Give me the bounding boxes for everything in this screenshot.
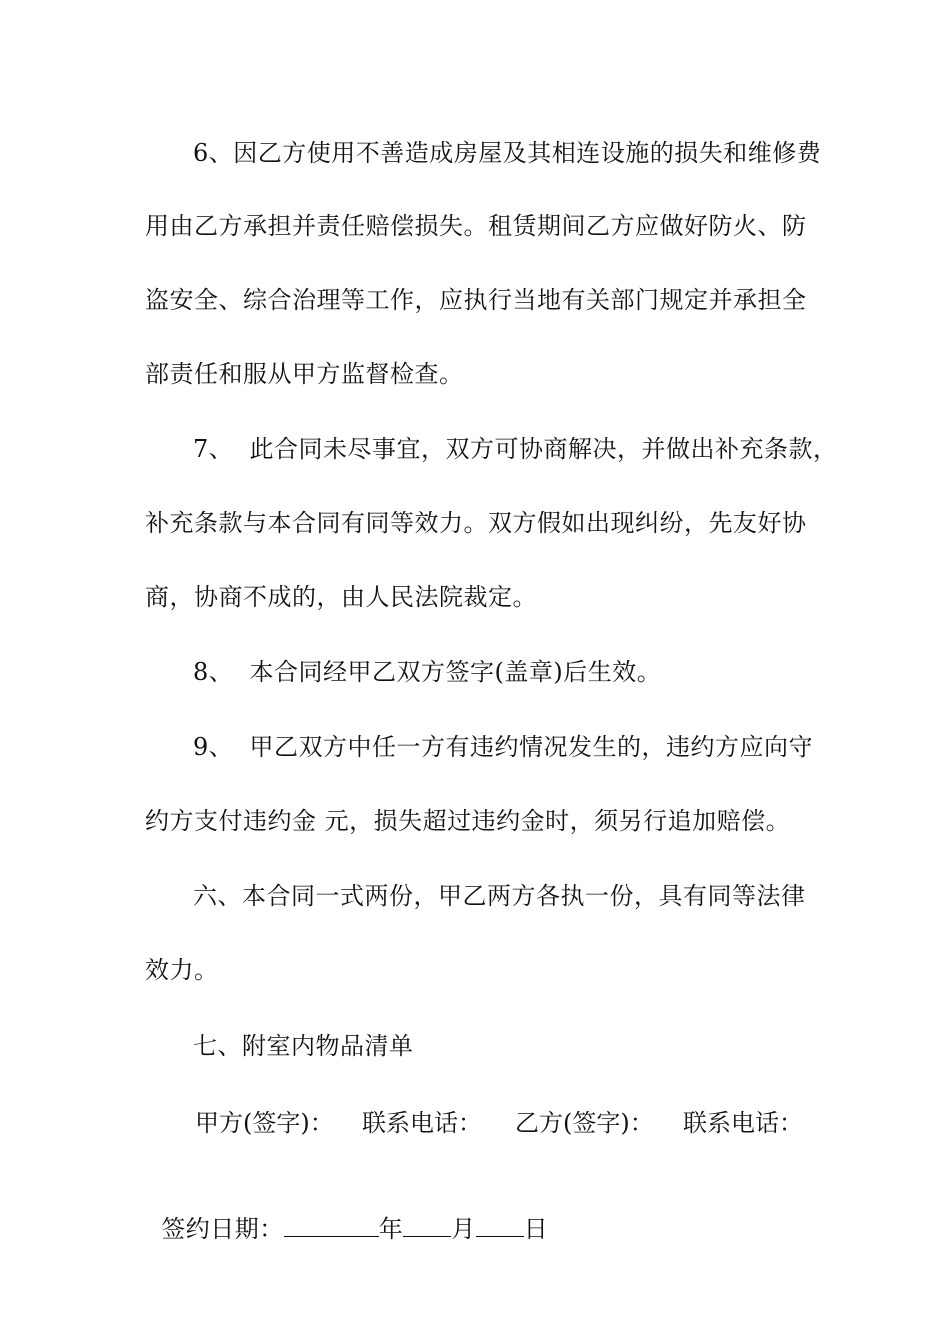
clause-6-line-2: 用由乙方承担并责任赔偿损失。租赁期间乙方应做好防火、防 — [145, 212, 807, 240]
year-blank — [284, 1212, 379, 1237]
clause-7-line-2: 补充条款与本合同有同等效力。双方假如出现纠纷，先友好协 — [145, 509, 807, 537]
sign-date-label: 签约日期： — [161, 1215, 284, 1243]
party-b-signature-label: 乙方(签字)： — [515, 1109, 654, 1137]
section-seven-heading: 七、附室内物品清单 — [193, 1032, 414, 1060]
year-unit: 年 — [378, 1215, 404, 1243]
clause-9-line-2: 约方支付违约金 元，损失超过违约金时，须另行追加赔偿。 — [145, 807, 791, 835]
month-blank — [403, 1212, 451, 1237]
section-six-line-2: 效力。 — [145, 956, 219, 984]
signature-row — [0, 1108, 950, 1138]
clause-8-line-1: 8、 本合同经甲乙双方签字(盖章)后生效。 — [193, 658, 662, 686]
day-unit: 日 — [523, 1215, 549, 1243]
clause-6-line-1: 6、因乙方使用不善造成房屋及其相连设施的损失和维修费 — [193, 139, 822, 167]
clause-7-line-1: 7、 此合同未尽事宜，双方可协商解决，并做出补充条款， — [193, 435, 838, 463]
section-six-line-1: 六、本合同一式两份，甲乙两方各执一份，具有同等法律 — [193, 882, 806, 910]
clause-9-line-1: 9、 甲乙双方中任一方有违约情况发生的，违约方应向守 — [193, 733, 814, 761]
clause-6-line-3: 盗安全、综合治理等工作，应执行当地有关部门规定并承担全 — [145, 286, 807, 314]
party-a-signature-label: 甲方(签字)： — [195, 1109, 334, 1137]
party-a-phone-label: 联系电话： — [362, 1109, 482, 1137]
month-unit: 月 — [451, 1215, 476, 1243]
clause-7-line-3: 商，协商不成的，由人民法院裁定。 — [145, 583, 537, 611]
day-blank — [476, 1212, 524, 1237]
party-b-phone-label: 联系电话： — [683, 1109, 803, 1137]
clause-6-line-4: 部责任和服从甲方监督检查。 — [145, 360, 464, 388]
sign-date-row — [145, 1182, 548, 1244]
